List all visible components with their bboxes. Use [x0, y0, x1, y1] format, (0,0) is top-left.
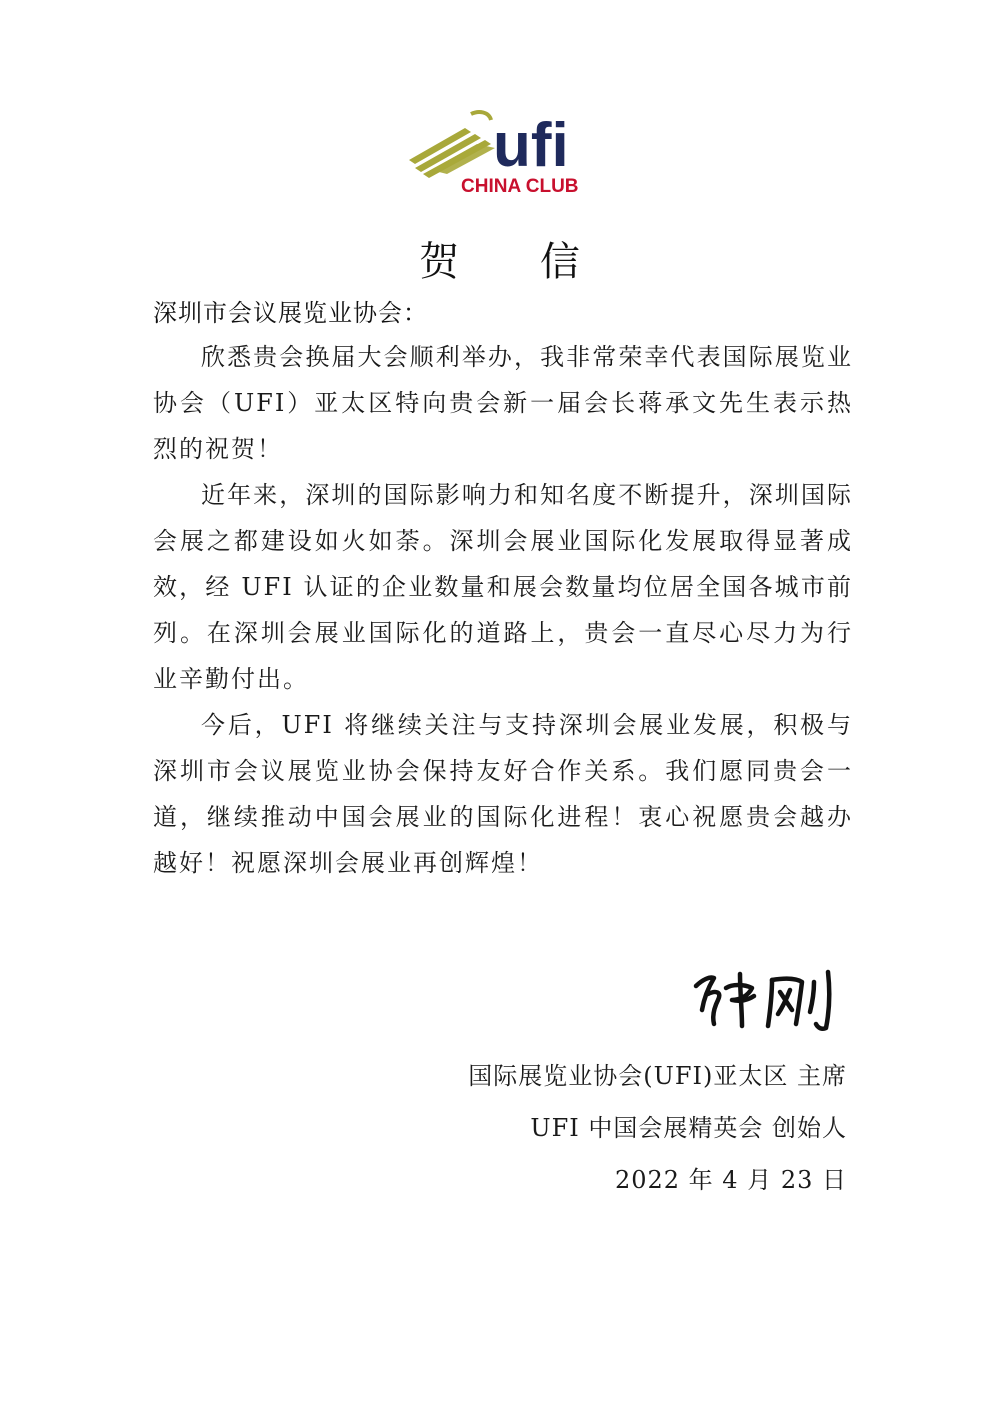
handwritten-signature	[688, 966, 848, 1036]
signer-block	[468, 1050, 847, 1206]
letter-body	[153, 292, 853, 886]
letter-title: 贺 信	[419, 239, 614, 285]
logo-stripes	[409, 128, 495, 178]
ufi-china-club-logo	[405, 108, 595, 200]
signer-title-2: UFI 中国会展精英会 创始人	[530, 1114, 847, 1142]
paragraph-1: 欣悉贵会换届大会顺利举办，我非常荣幸代表国际展览业协会（UFI）亚太区特向贵会新一届会长蒋承文先生表示热烈的祝贺！	[153, 343, 853, 463]
logo-sub-text: CHINA CLUB	[461, 176, 579, 197]
logo-main-text: ufi	[493, 111, 569, 180]
signer-title-1: 国际展览业协会(UFI)亚太区 主席	[468, 1062, 847, 1090]
paragraph-3: 今后，UFI 将继续关注与支持深圳会展业发展，积极与深圳市会议展览业协会保持友好合作关系。我们愿同贵会一道，继续推动中国会展业的国际化进程！衷心祝愿贵会越办越好！祝愿深圳会展业再创辉煌！	[153, 711, 853, 877]
letter-date: 2022 年 4 月 23 日	[614, 1166, 847, 1194]
salutation: 深圳市会议展览业协会：	[153, 299, 428, 327]
logo-graphic	[405, 108, 595, 200]
signature-strokes	[688, 966, 848, 1036]
paragraph-2: 近年来，深圳的国际影响力和知名度不断提升，深圳国际会展之都建设如火如荼。深圳会展业国际化发展取得显著成效，经 UFI 认证的企业数量和展会数量均位居全国各城市前列。在深圳会展业国际化的道路上，贵会一直尽心尽力为行业辛勤付出。	[153, 481, 853, 693]
